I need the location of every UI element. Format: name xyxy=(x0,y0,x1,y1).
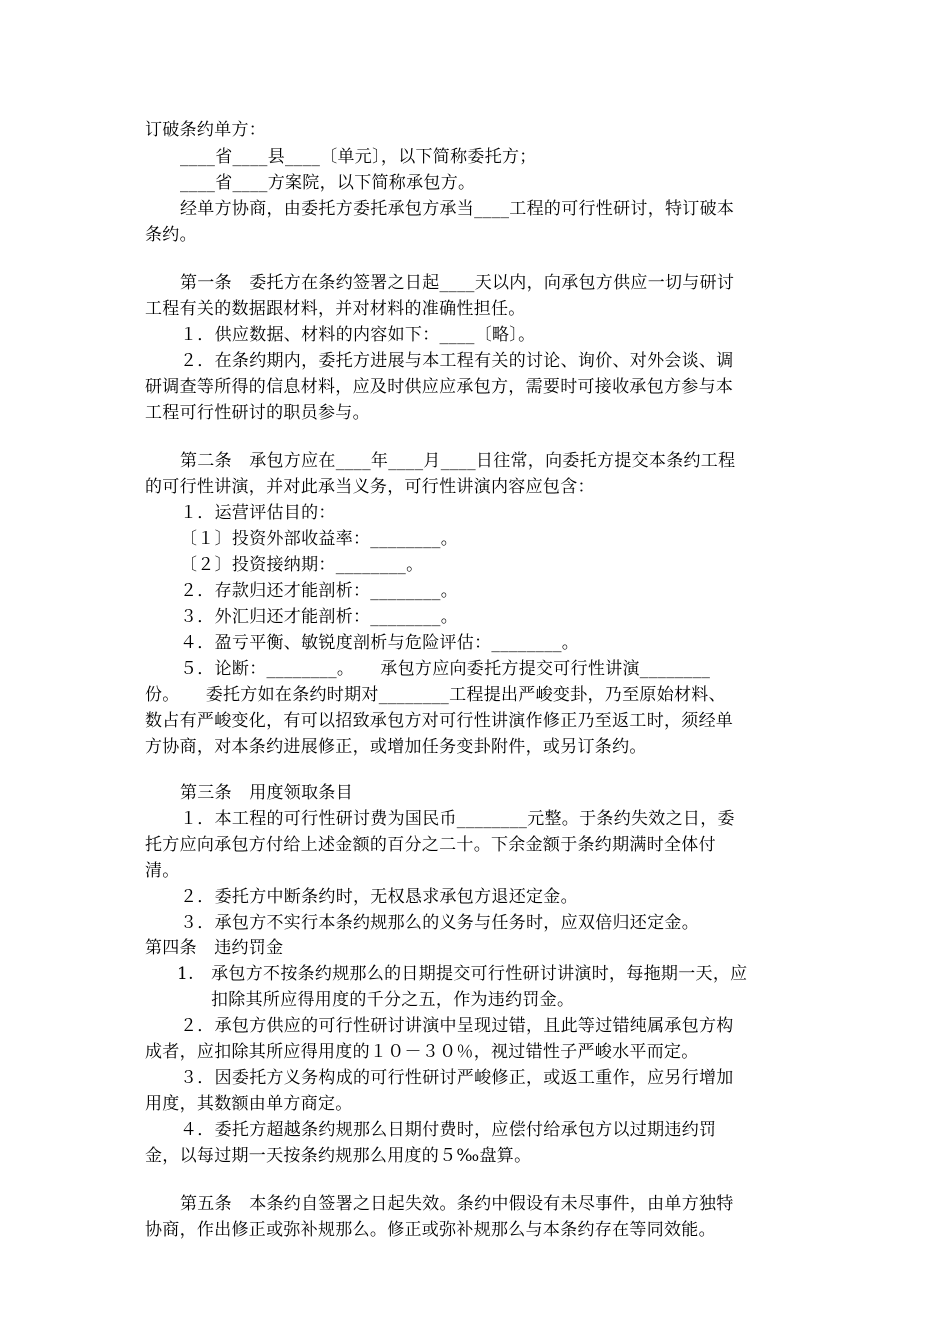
text-line: ４．委托方超越条约规那么日期付费时，应偿付给承包方以过期违约罚 xyxy=(180,1120,717,1140)
text-line: ２．承包方供应的可行性研讨讲演中呈现过错，且此等过错纯属承包方构 xyxy=(180,1016,734,1036)
text-line: 第二条 承包方应在____年____月____日往常，向委托方提交本条约工程 xyxy=(180,451,736,471)
text-line: 托方应向承包方付给上述金额的百分之二十。下余金额于条约期满时全体付 xyxy=(145,835,716,855)
text-line: 1. 承包方不按条约规那么的日期提交可行性研讨讲演时，每拖期一天，应 xyxy=(177,964,748,984)
text-line: 第四条 违约罚金 xyxy=(145,938,284,958)
text-line: ２．在条约期内，委托方进展与本工程有关的讨论、询价、对外会谈、调 xyxy=(180,351,734,371)
text-line: 成者，应扣除其所应得用度的１０－３０％，视过错性子严峻水平而定。 xyxy=(145,1042,699,1062)
text-line: 的可行性讲演，并对此承当义务，可行性讲演内容应包含： xyxy=(145,477,595,497)
text-line: 研调查等所得的信息材料，应及时供应应承包方，需要时可接收承包方参与本 xyxy=(145,377,734,397)
text-line: 第三条 用度领取条目 xyxy=(180,783,353,803)
text-line: 条约。 xyxy=(145,225,197,245)
text-line: １．运营评估目的： xyxy=(180,503,336,523)
text-line: 〔２〕投资接纳期：________。 xyxy=(180,555,424,575)
text-line: ３．外汇归还才能剖析：________。 xyxy=(180,607,458,627)
text-line: 数占有严峻变化，有可以招致承包方对可行性讲演作修正乃至返工时，须经单 xyxy=(145,711,734,731)
text-line: 工程有关的数据跟材料，并对材料的准确性担任。 xyxy=(145,299,526,319)
text-line: 〔１〕投资外部收益率：________。 xyxy=(180,529,458,549)
text-line: 用度，其数额由单方商定。 xyxy=(145,1094,353,1114)
text-line: 第一条 委托方在条约签署之日起____天以内，向承包方供应一切与研讨 xyxy=(180,273,735,293)
text-line: 清。 xyxy=(145,861,180,881)
text-line: １．供应数据、材料的内容如下：____〔略〕。 xyxy=(180,325,536,345)
text-line: 协商，作出修正或弥补规那么。修正或弥补规那么与本条约存在等同效能。 xyxy=(145,1220,716,1240)
text-line: 经单方协商，由委托方委托承包方承当____工程的可行性研讨，特订破本 xyxy=(180,199,735,219)
text-line: ４．盈亏平衡、敏锐度剖析与危险评估：________。 xyxy=(180,633,580,653)
text-line: ３．承包方不实行本条约规那么的义务与任务时，应双倍归还定金。 xyxy=(180,913,699,933)
text-line: ２．存款归还才能剖析：________。 xyxy=(180,581,458,601)
text-line: 份。 委托方如在条约时期对________工程提出严峻变卦，乃至原始材料、 xyxy=(145,685,726,705)
text-line: ５．论断：________。 承包方应向委托方提交可行性讲演________ xyxy=(180,659,711,679)
text-line: １．本工程的可行性研讨费为国民币________元整。于条约失效之日，委 xyxy=(180,809,735,829)
text-line: 方协商，对本条约进展修正，或增加任务变卦附件，或另订条约。 xyxy=(145,737,647,757)
text-line: ２．委托方中断条约时，无权恳求承包方退还定金。 xyxy=(180,887,578,907)
text-line: 第五条 本条约自签署之日起失效。条约中假设有未尽事件，由单方独特 xyxy=(180,1194,734,1214)
text-line: ３．因委托方义务构成的可行性研讨严峻修正，或返工重作，应另行增加 xyxy=(180,1068,734,1088)
text-line: 扣除其所应得用度的千分之五，作为违约罚金。 xyxy=(211,990,575,1010)
text-line: 工程可行性研讨的职员参与。 xyxy=(145,403,370,423)
text-line: 订破条约单方： xyxy=(145,120,267,140)
text-line: 金，以每过期一天按条约规那么用度的５‰盘算。 xyxy=(145,1146,532,1166)
text-line: ____省____县____〔单元〕，以下简称委托方； xyxy=(180,147,537,167)
text-line: ____省____方案院，以下简称承包方。 xyxy=(180,173,476,193)
